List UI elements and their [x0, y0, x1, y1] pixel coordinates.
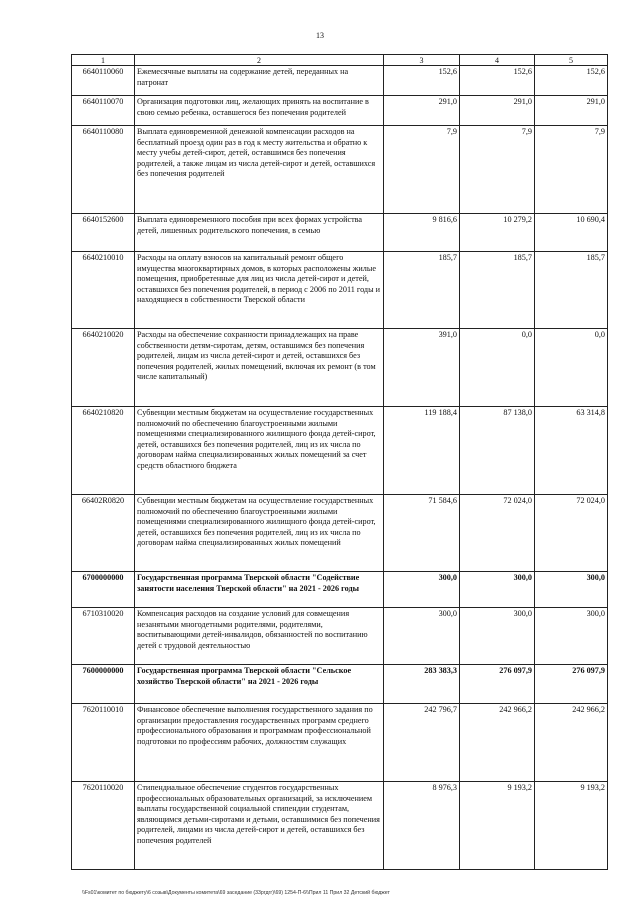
footer-file-path: \\Fs01\комитет по бюджету\6 созыв\Документы комитета\69 заседание (33ргдгг)\69) 1254-П-6\\Прил 11 Прил 32 Детский бюджет: [82, 890, 390, 896]
row-value-2026: 242 966,2: [535, 704, 608, 782]
row-code: 6700000000: [72, 572, 135, 608]
row-value-2025: 9 193,2: [460, 782, 535, 870]
row-value-2026: 10 690,4: [535, 214, 608, 252]
column-header: 3: [384, 55, 460, 66]
row-name: Организация подготовки лиц, желающих принять на воспитание в свою семью ребенка, оставшегося без попечения родителей: [135, 96, 384, 126]
row-value-2026: 185,7: [535, 252, 608, 329]
row-value-2024: 242 796,7: [384, 704, 460, 782]
column-header: 5: [535, 55, 608, 66]
row-value-2024: 291,0: [384, 96, 460, 126]
table-row: [72, 704, 608, 782]
column-header: 1: [72, 55, 135, 66]
table-row: [72, 214, 608, 252]
row-value-2025: 87 138,0: [460, 407, 535, 495]
column-header: 2: [135, 55, 384, 66]
row-value-2025: 72 024,0: [460, 495, 535, 572]
row-name: Субвенции местным бюджетам на осуществление государственных полномочий по обеспечению благоустроенными жилыми помещениями специализированного жилищного фонда детей-сирот, детей, оставшихся без попечения родителей, лиц из их числа по договорам найма специализированных жилых помещений за счет средств областного бюджета: [135, 407, 384, 495]
table-row: [72, 252, 608, 329]
row-code: 6640110070: [72, 96, 135, 126]
table-header-row: [72, 55, 608, 66]
row-code: 6640210010: [72, 252, 135, 329]
row-value-2024: 7,9: [384, 126, 460, 214]
row-value-2024: 119 188,4: [384, 407, 460, 495]
row-value-2024: 300,0: [384, 608, 460, 665]
row-value-2025: 10 279,2: [460, 214, 535, 252]
row-value-2026: 9 193,2: [535, 782, 608, 870]
row-code: 7620110010: [72, 704, 135, 782]
row-code: 7620110020: [72, 782, 135, 870]
table-row: [72, 782, 608, 870]
row-value-2026: 300,0: [535, 608, 608, 665]
row-name: Государственная программа Тверской области "Содействие занятости населения Тверской области" на 2021 - 2026 годы: [135, 572, 384, 608]
row-value-2026: 63 314,8: [535, 407, 608, 495]
row-name: Расходы на оплату взносов на капитальный ремонт общего имущества многоквартирных домов, в которых расположены жилые помещения, приобретенные для лиц из числа детей-сирот и детей, оставшихся без попечения родителей, в период с 2006 по 2011 годы и находящиеся в собственности Тверской области: [135, 252, 384, 329]
table-row: [72, 96, 608, 126]
row-code: 6640210820: [72, 407, 135, 495]
row-value-2025: 276 097,9: [460, 665, 535, 704]
row-value-2026: 7,9: [535, 126, 608, 214]
table-row: [72, 495, 608, 572]
table-row: [72, 407, 608, 495]
table-row: [72, 572, 608, 608]
row-value-2025: 242 966,2: [460, 704, 535, 782]
row-value-2025: 7,9: [460, 126, 535, 214]
row-name: Компенсация расходов на создание условий для совмещения незанятыми многодетными родителями, родителями, воспитывающими детей-инвалидов, обязанностей по воспитанию детей с трудовой деятельностью: [135, 608, 384, 665]
row-code: 6710310020: [72, 608, 135, 665]
row-value-2025: 291,0: [460, 96, 535, 126]
row-code: 6640210020: [72, 329, 135, 407]
table-row: [72, 329, 608, 407]
row-value-2025: 0,0: [460, 329, 535, 407]
row-name: Субвенции местным бюджетам на осуществление государственных полномочий по обеспечению благоустроенными жилыми помещениями специализированного жилищного фонда детей-сирот, детей, оставшихся без попечения родителей, лиц из их числа по договорам найма специализированных жилых помещений: [135, 495, 384, 572]
row-code: 6640110060: [72, 66, 135, 96]
row-value-2024: 391,0: [384, 329, 460, 407]
row-value-2024: 152,6: [384, 66, 460, 96]
column-header: 4: [460, 55, 535, 66]
table-row: [72, 665, 608, 704]
row-value-2025: 152,6: [460, 66, 535, 96]
row-value-2025: 300,0: [460, 572, 535, 608]
row-value-2025: 185,7: [460, 252, 535, 329]
row-name: Выплата единовременной денежной компенсации расходов на бесплатный проезд один раз в год к месту жительства и обратно к месту учебы детей-сирот, детей, оставшимся без попечения родителей, а также лицам из числа детей-сирот и детей, оставшихся без попечения родителей: [135, 126, 384, 214]
row-value-2026: 291,0: [535, 96, 608, 126]
row-value-2024: 185,7: [384, 252, 460, 329]
page-number: 13: [316, 31, 324, 40]
row-value-2024: 300,0: [384, 572, 460, 608]
table-row: [72, 608, 608, 665]
row-name: Государственная программа Тверской области "Сельское хозяйство Тверской области" на 2021 - 2026 годы: [135, 665, 384, 704]
row-value-2026: 276 097,9: [535, 665, 608, 704]
row-value-2024: 8 976,3: [384, 782, 460, 870]
row-value-2024: 71 584,6: [384, 495, 460, 572]
table-row: [72, 66, 608, 96]
row-code: 7600000000: [72, 665, 135, 704]
row-name: Ежемесячные выплаты на содержание детей, переданных на патронат: [135, 66, 384, 96]
row-value-2026: 0,0: [535, 329, 608, 407]
row-code: 66402R0820: [72, 495, 135, 572]
row-value-2024: 9 816,6: [384, 214, 460, 252]
row-value-2026: 300,0: [535, 572, 608, 608]
budget-table: [71, 54, 608, 870]
row-value-2026: 152,6: [535, 66, 608, 96]
table-row: [72, 126, 608, 214]
row-name: Финансовое обеспечение выполнения государственного задания по организации предоставления государственных программ среднего профессионального образования и программам профессиональной подготовки по профессиям рабочих, должностям служащих: [135, 704, 384, 782]
row-name: Стипендиальное обеспечение студентов государственных профессиональных образовательных организаций, за исключением выплаты государственной социальной стипендии студентам, являющимся детьми-сиротами и детьми, оставшимися без попечения родителей, лицами из числа детей-сирот и детей, оставшихся без попечения родителей: [135, 782, 384, 870]
row-code: 6640110080: [72, 126, 135, 214]
row-name: Выплата единовременного пособия при всех формах устройства детей, лишенных родительского попечения, в семью: [135, 214, 384, 252]
row-name: Расходы на обеспечение сохранности принадлежащих на праве собственности детям-сиротам, детям, оставшимся без попечения родителей, лицам из числа детей-сирот и детей, оставшихся без попечения родителей, жилых помещений, включая их ремонт (в том числе капитальный): [135, 329, 384, 407]
row-value-2026: 72 024,0: [535, 495, 608, 572]
row-value-2024: 283 383,3: [384, 665, 460, 704]
row-code: 6640152600: [72, 214, 135, 252]
row-value-2025: 300,0: [460, 608, 535, 665]
